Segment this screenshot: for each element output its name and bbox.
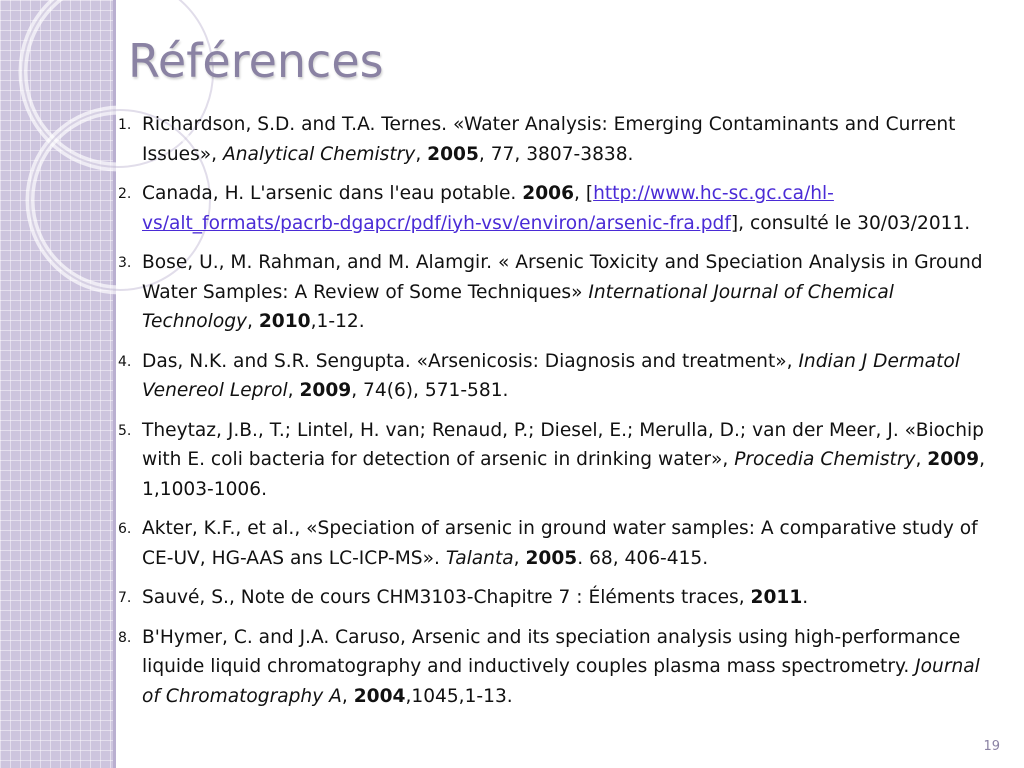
- reference-authors: B'Hymer, C. and J.A. Caruso, Arsenic and its speciation analysis using high-performance liquide liquid chromatography and inductively couples plasma mass spectrometry.: [142, 626, 961, 677]
- reference-list: [118, 110, 988, 721]
- reference-item-3: [118, 248, 988, 337]
- reference-details: .: [802, 587, 809, 608]
- reference-item-8: [118, 623, 988, 712]
- reference-year: 2010: [258, 311, 311, 332]
- reference-separator: ,: [513, 547, 526, 569]
- reference-details: , 74(6), 571-581.: [351, 380, 509, 401]
- reference-year: 2011: [750, 587, 803, 608]
- reference-pre-link: , [: [574, 183, 594, 204]
- reference-authors: Richardson, S.D. and T.A. Ternes. «Water Analysis: Emerging Contaminants and Current Issues»,: [142, 114, 956, 165]
- reference-details: ,1045,1-13.: [405, 685, 513, 707]
- reference-year: 2005: [427, 143, 479, 165]
- reference-year: 2009: [927, 449, 980, 470]
- reference-separator: ,: [415, 143, 428, 165]
- reference-details: , 77, 3807-3838.: [478, 143, 634, 165]
- reference-separator: ,: [247, 311, 259, 332]
- reference-details: . 68, 406-415.: [577, 547, 709, 569]
- reference-number: 3.: [118, 255, 132, 271]
- reference-journal: Indian J Dermatol Venereol Leprol: [142, 350, 960, 401]
- reference-separator: ,: [341, 685, 354, 707]
- reference-text: Canada, H. L'arsenic dans l'eau potable.: [142, 183, 523, 204]
- page-number: 19: [983, 739, 1000, 754]
- reference-authors: Das, N.K. and S.R. Sengupta. «Arsenicosis: Diagnosis and treatment»,: [142, 350, 799, 372]
- reference-year: 2006: [522, 183, 575, 204]
- reference-number: 6.: [118, 521, 132, 537]
- reference-item-7: [118, 583, 988, 613]
- reference-item-2: [118, 179, 988, 238]
- reference-authors: Akter, K.F., et al., «Speciation of arsenic in ground water samples: A comparative study of CE-UV, HG-AAS ans LC-ICP-MS».: [142, 518, 978, 569]
- slide-title: Références: [128, 34, 384, 88]
- reference-journal: Journal of Chromatography A: [142, 656, 980, 707]
- reference-separator: ,: [915, 449, 928, 470]
- reference-year: 2005: [525, 547, 578, 569]
- reference-details: , 1,1003-1006.: [142, 449, 985, 500]
- reference-item-1: [118, 110, 988, 169]
- reference-authors: Bose, U., M. Rahman, and M. Alamgir. « Arsenic Toxicity and Speciation Analysis in Ground Water Samples: A Review of Some Techniques»: [142, 252, 983, 303]
- reference-number: 5.: [118, 422, 132, 439]
- reference-journal: Analytical Chemistry: [222, 143, 416, 165]
- reference-item-5: [118, 416, 988, 505]
- reference-journal: International Journal of Chemical Technology: [142, 281, 894, 332]
- reference-number: 1.: [118, 117, 132, 133]
- reference-year: 2004: [353, 685, 406, 707]
- reference-number: 8.: [118, 629, 132, 646]
- reference-details: ,1-12.: [310, 311, 365, 332]
- reference-journal: Talanta: [445, 547, 514, 569]
- reference-item-4: [118, 347, 988, 406]
- reference-link[interactable]: http://www.hc-sc.gc.ca/hl-vs/alt_formats/pacrb-dgapcr/pdf/iyh-vsv/environ/arsenic-fra.pdf: [142, 183, 834, 234]
- reference-number: 4.: [118, 353, 132, 370]
- reference-journal: Procedia Chemistry: [734, 449, 916, 470]
- reference-item-6: [118, 514, 988, 573]
- reference-authors: Theytaz, J.B., T.; Lintel, H. van; Renaud, P.; Diesel, E.; Merulla, D.; van der Meer, J. «Biochip with E. coli bacteria for detection of arsenic in drinking water»,: [142, 419, 984, 470]
- reference-text: Sauvé, S., Note de cours CHM3103-Chapitre 7 : Éléments traces,: [142, 587, 751, 608]
- reference-number: 2.: [118, 186, 132, 202]
- reference-year: 2009: [299, 380, 352, 401]
- reference-number: 7.: [118, 590, 132, 606]
- reference-separator: ,: [287, 380, 300, 401]
- reference-post-link: ], consulté le 30/03/2011.: [730, 212, 971, 234]
